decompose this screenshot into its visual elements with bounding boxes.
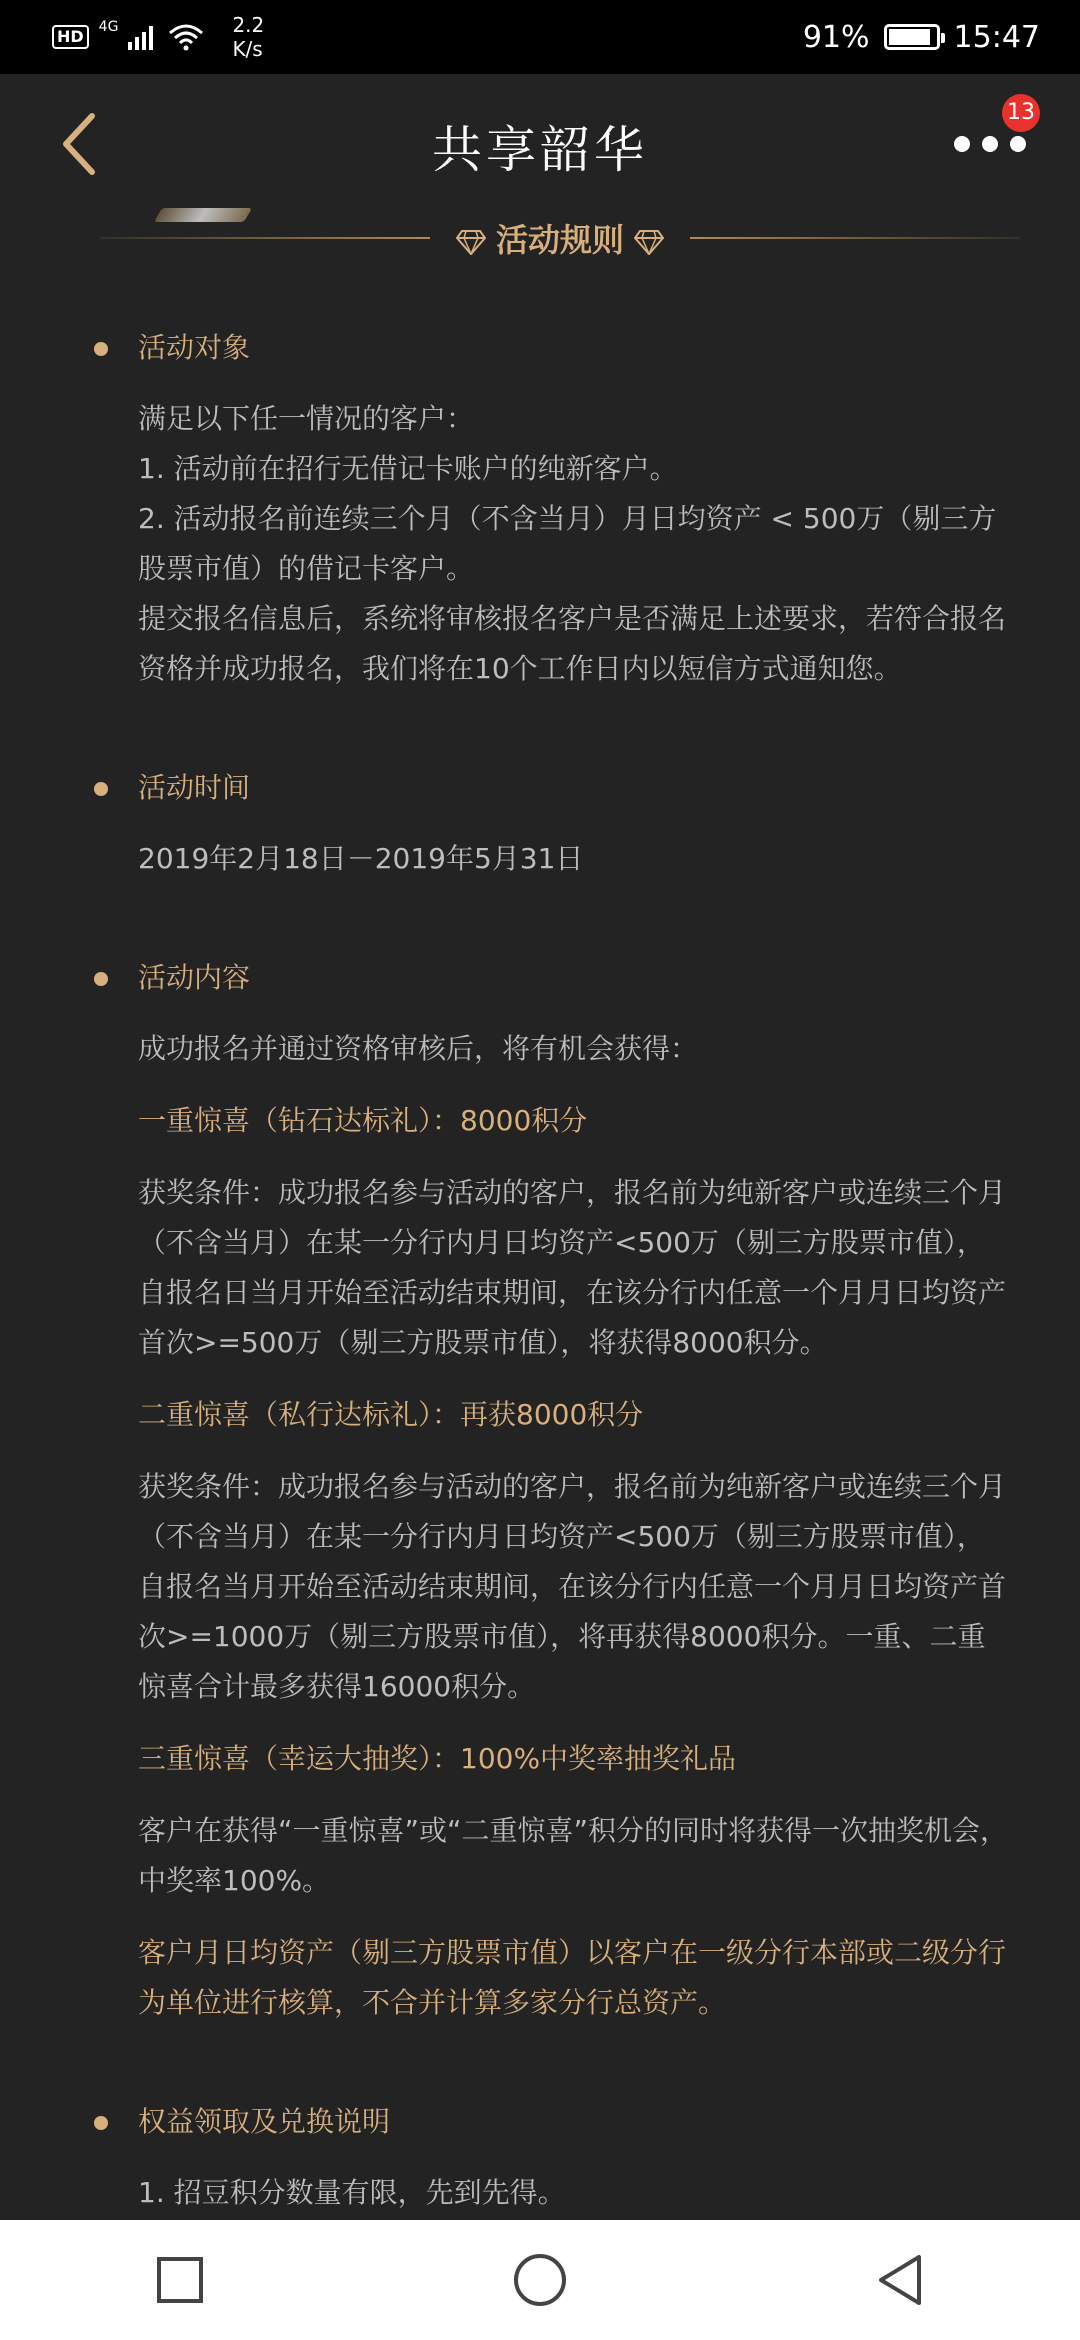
paragraph: 成功报名并通过资格审核后，将有机会获得： <box>138 1032 699 1065</box>
battery-icon <box>884 24 940 50</box>
notification-badge: 13 <box>1002 94 1040 132</box>
status-left <box>52 13 264 61</box>
diamond-icon <box>634 229 664 255</box>
bullet <box>94 2116 108 2130</box>
paragraph: 1. 招豆积分数量有限，先到先得。 <box>138 2176 566 2209</box>
status-right <box>803 20 1040 55</box>
battery-percent: 91% <box>802 19 870 55</box>
section-rights <box>0 2098 1080 2218</box>
system-nav-bar <box>0 2220 1080 2340</box>
asset-note: 客户月日均资产（剔三方股票市值）以客户在一级分行本部或二级分行为单位进行核算，不合并计算多家分行总资产。 <box>138 1936 1007 2019</box>
triangle-back-icon <box>875 2253 925 2307</box>
paragraph: 2. 活动报名前连续三个月（不含当月）月日均资产 < 500万（剔三方股票市值）的借记卡客户。 <box>138 502 997 585</box>
app-header <box>0 74 1080 214</box>
speed-unit: K/s <box>232 37 263 61</box>
signal-icon <box>128 24 158 50</box>
section-title: 活动时间 <box>138 771 251 804</box>
network-type: 4G <box>98 19 119 35</box>
clock: 15:47 <box>953 19 1040 55</box>
bullet <box>94 342 108 356</box>
wifi-icon <box>168 23 204 51</box>
prize-title: 一重惊喜（钻石达标礼）：8000积分 <box>138 1104 588 1137</box>
square-icon <box>155 2255 205 2305</box>
more-dot <box>982 136 998 152</box>
divider-title <box>100 215 1020 261</box>
prize-title: 三重惊喜（幸运大抽奖）：100%中奖率抽奖礼品 <box>138 1742 737 1775</box>
more-dot <box>1010 136 1026 152</box>
home-button[interactable] <box>495 2235 585 2325</box>
status-bar <box>0 0 1080 74</box>
prize-description: 客户在获得“一重惊喜”或“二重惊喜”积分的同时将获得一次抽奖机会，中奖率100%。 <box>138 1814 1009 1897</box>
circle-icon <box>512 2252 568 2308</box>
section-divider <box>100 205 1020 275</box>
section-title: 权益领取及兑换说明 <box>138 2105 391 2138</box>
page-title: 共享韶华 <box>432 121 648 179</box>
section-title: 活动内容 <box>138 961 251 994</box>
paragraph: 满足以下任一情况的客户： <box>138 402 475 435</box>
bullet <box>94 782 108 796</box>
battery-fill <box>889 29 931 45</box>
network-speed <box>232 13 264 61</box>
paragraph: 提交报名信息后，系统将审核报名客户是否满足上述要求，若符合报名资格并成功报名，我们将在10个工作日内以短信方式通知您。 <box>138 602 1007 685</box>
section-title: 活动对象 <box>138 331 251 364</box>
prize-title: 二重惊喜（私行达标礼）：再获8000积分 <box>138 1398 644 1431</box>
section-target <box>0 290 1080 694</box>
system-back-button[interactable] <box>855 2235 945 2325</box>
more-dots-icon <box>954 136 970 152</box>
section-time <box>0 764 1080 884</box>
activity-dates: 2019年2月18日－2019年5月31日 <box>138 842 584 875</box>
diamond-icon <box>456 229 486 255</box>
bullet <box>94 972 108 986</box>
rules-title: 活动规则 <box>495 221 624 259</box>
speed-value: 2.2 <box>232 13 265 37</box>
recent-apps-button[interactable] <box>135 2235 225 2325</box>
hd-indicator: HD <box>52 25 89 49</box>
section-content <box>0 954 1080 2028</box>
prize-description: 获奖条件：成功报名参与活动的客户，报名前为纯新客户或连续三个月（不含当月）在某一分行内月日均资产<500万（剔三方股票市值），自报名日当月开始至活动结束期间，在该分行内任意一个月月日均资产首次>=500万（剔三方股票市值），将获得8000积分。 <box>138 1176 1007 1359</box>
prize-description: 获奖条件：成功报名参与活动的客户，报名前为纯新客户或连续三个月（不含当月）在某一分行内月日均资产<500万（剔三方股票市值），自报名当月开始至活动结束期间，在该分行内任意一个月月日均资产首次>=1000万（剔三方股票市值），将再获得8000积分。一重、二重惊喜合计最多获得16000积分。 <box>138 1470 1007 1703</box>
paragraph: 1. 活动前在招行无借记卡账户的纯新客户。 <box>138 452 678 485</box>
rules-content <box>0 290 1080 2218</box>
